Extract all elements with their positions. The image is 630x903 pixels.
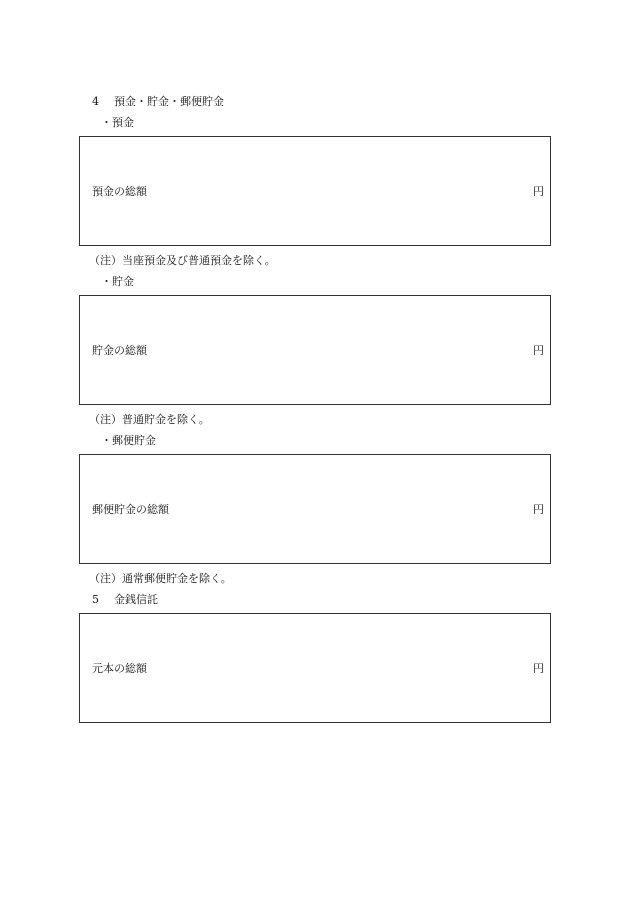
deposit-total-label: 預金の総額 <box>92 185 147 198</box>
section-5-heading <box>92 593 158 607</box>
section-4-title: 預金・貯金・郵便貯金 <box>114 95 224 108</box>
postal-savings-unit-label: 円 <box>533 503 544 516</box>
section-5-number: 5 <box>92 593 99 606</box>
postal-savings-note: （注）通常郵便貯金を除く。 <box>89 572 232 585</box>
savings-total-label: 貯金の総額 <box>92 344 147 357</box>
postal-savings-total-box[interactable] <box>79 454 551 564</box>
deposit-subheading: ・預金 <box>101 116 134 129</box>
principal-total-box[interactable] <box>79 613 551 723</box>
savings-total-box[interactable] <box>79 295 551 405</box>
savings-note: （注）普通貯金を除く。 <box>89 413 210 426</box>
savings-unit-label: 円 <box>533 344 544 357</box>
postal-savings-subheading: ・郵便貯金 <box>101 434 156 447</box>
section-5-title: 金銭信託 <box>114 593 158 606</box>
principal-unit-label: 円 <box>533 662 544 675</box>
savings-subheading: ・貯金 <box>101 275 134 288</box>
section-4-number: 4 <box>92 95 99 108</box>
deposit-unit-label: 円 <box>533 185 544 198</box>
deposit-total-box[interactable] <box>79 136 551 246</box>
principal-total-label: 元本の総額 <box>92 662 147 675</box>
section-4-heading <box>92 95 224 109</box>
postal-savings-total-label: 郵便貯金の総額 <box>92 503 169 516</box>
deposit-note: （注）当座預金及び普通預金を除く。 <box>89 254 276 267</box>
